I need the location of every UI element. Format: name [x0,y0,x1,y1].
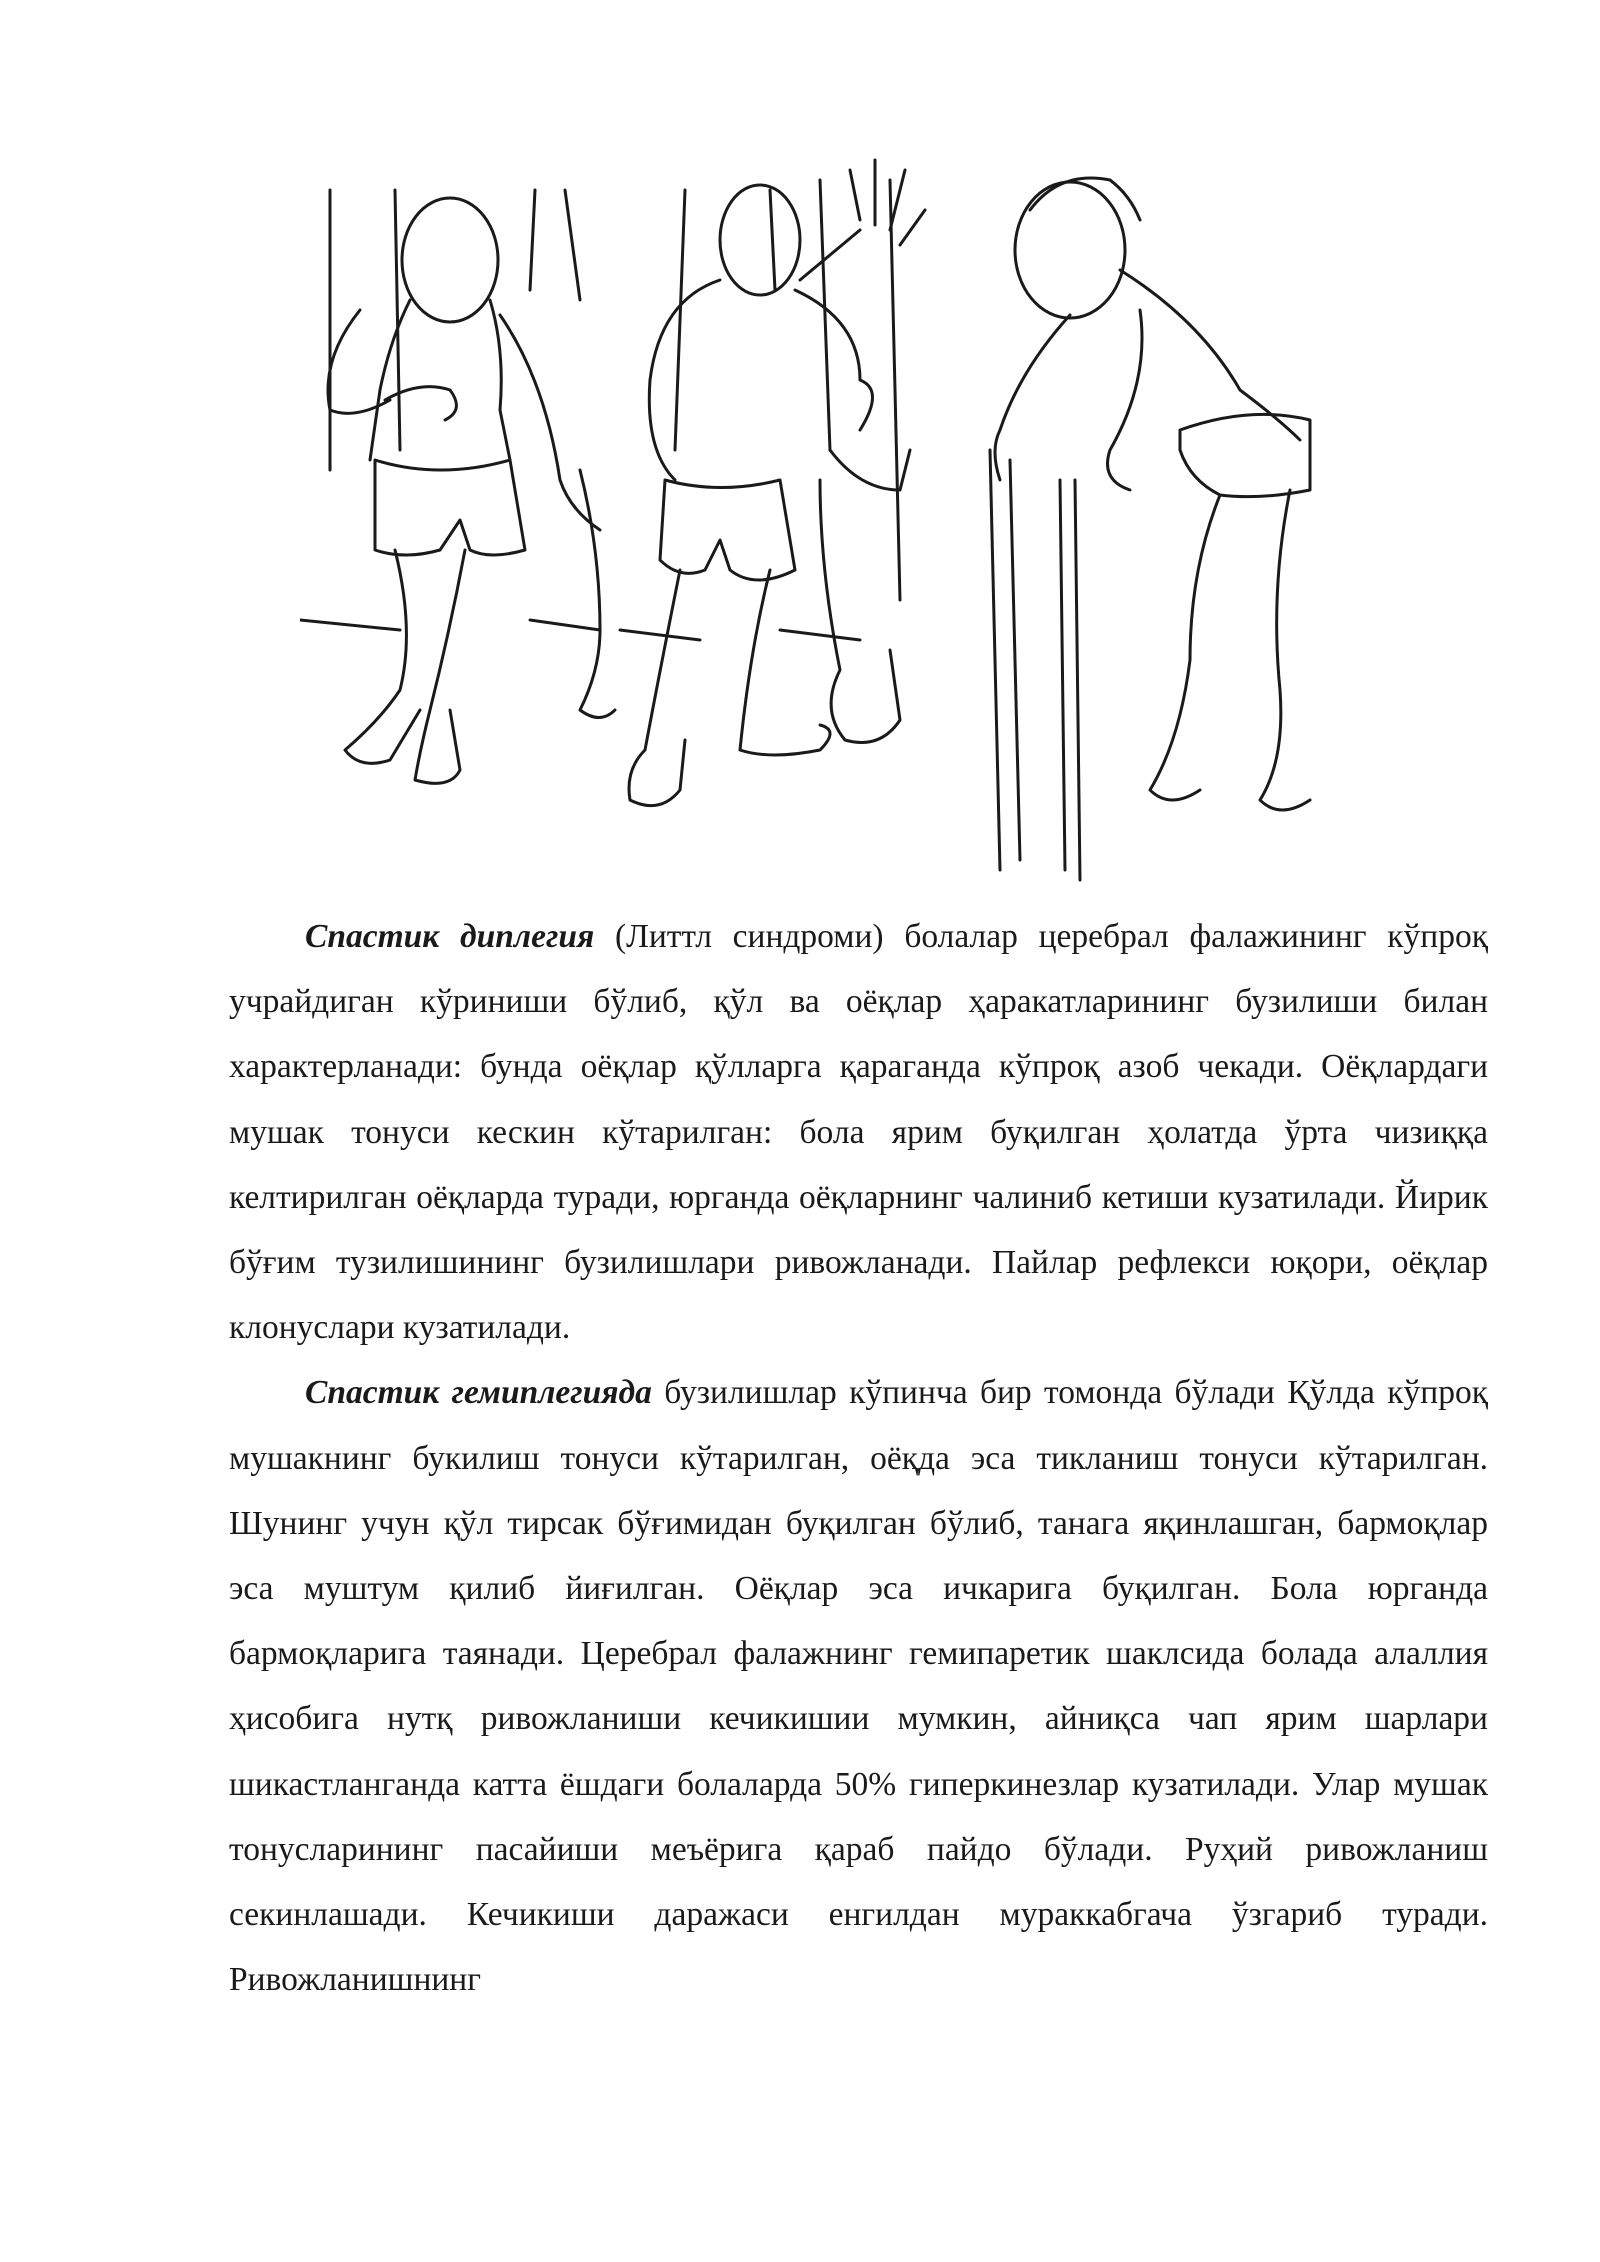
paragraph-spastic-hemiplegia [229,1360,1488,2012]
paragraph-text: (Литтл синдроми) болалар церебрал фалажининг кўпроқ учрайдиган кўриниши бўлиб, қўл ва оёқлар ҳаракатларининг бузилиши билан характерланади: бунда оёқлар қўлларга қараганда кўпроқ азоб чекади. Оёқлардаги мушак тонуси кескин кўтарилган: бола ярим буқилган ҳолатда ўрта чизиққа келтирилган оёқларда туради, юрганда оёқларнинг чалиниб кетиши кузатилади. Йирик бўғим тузилишининг бузилишлари ривожланади. Пайлар рефлекси юқори, оёқлар клонуслари кузатилади. [229,918,1488,1347]
term-spastic-diplegia: Спастик диплегия [305,918,595,955]
cerebral-palsy-posture-illustration [300,150,1410,890]
figure-child-diplegia [300,190,615,783]
illustration-svg [300,150,1410,890]
figure-child-back-view [620,160,925,806]
figure-adolescent-with-cane [990,178,1310,880]
document-body [229,904,1488,2012]
paragraph-text: бузилишлар кўпинча бир томонда бўлади Қўлда кўпроқ мушакнинг букилиш тонуси кўтарилган, оёқда эса тикланиш тонуси кўтарилган. Шунинг учун қўл тирсак бўғимидан буқилган бўлиб, танага яқинлашган, бармоқлар эса муштум қилиб йиғилган. Оёқлар эса ичкарига буқилган. Бола юрганда бармоқларига таянади. Церебрал фалажнинг гемипаретик шаклсида болада алаллия ҳисобига нутқ ривожланиши кечикишии мумкин, айниқса чап ярим шарлари шикастланганда катта ёшдаги болаларда 50% гиперкинезлар кузатилади. Улар мушак тонусларининг пасайиши меъёрига қараб пайдо бўлади. Руҳий ривожланиш секинлашади. Кечикиши даражаси енгилдан мураккабгача ўзгариб туради. Ривожланишнинг [229,1374,1488,1999]
paragraph-spastic-diplegia [229,904,1488,1360]
term-spastic-hemiplegia: Спастик гемиплегияда [305,1374,652,1412]
